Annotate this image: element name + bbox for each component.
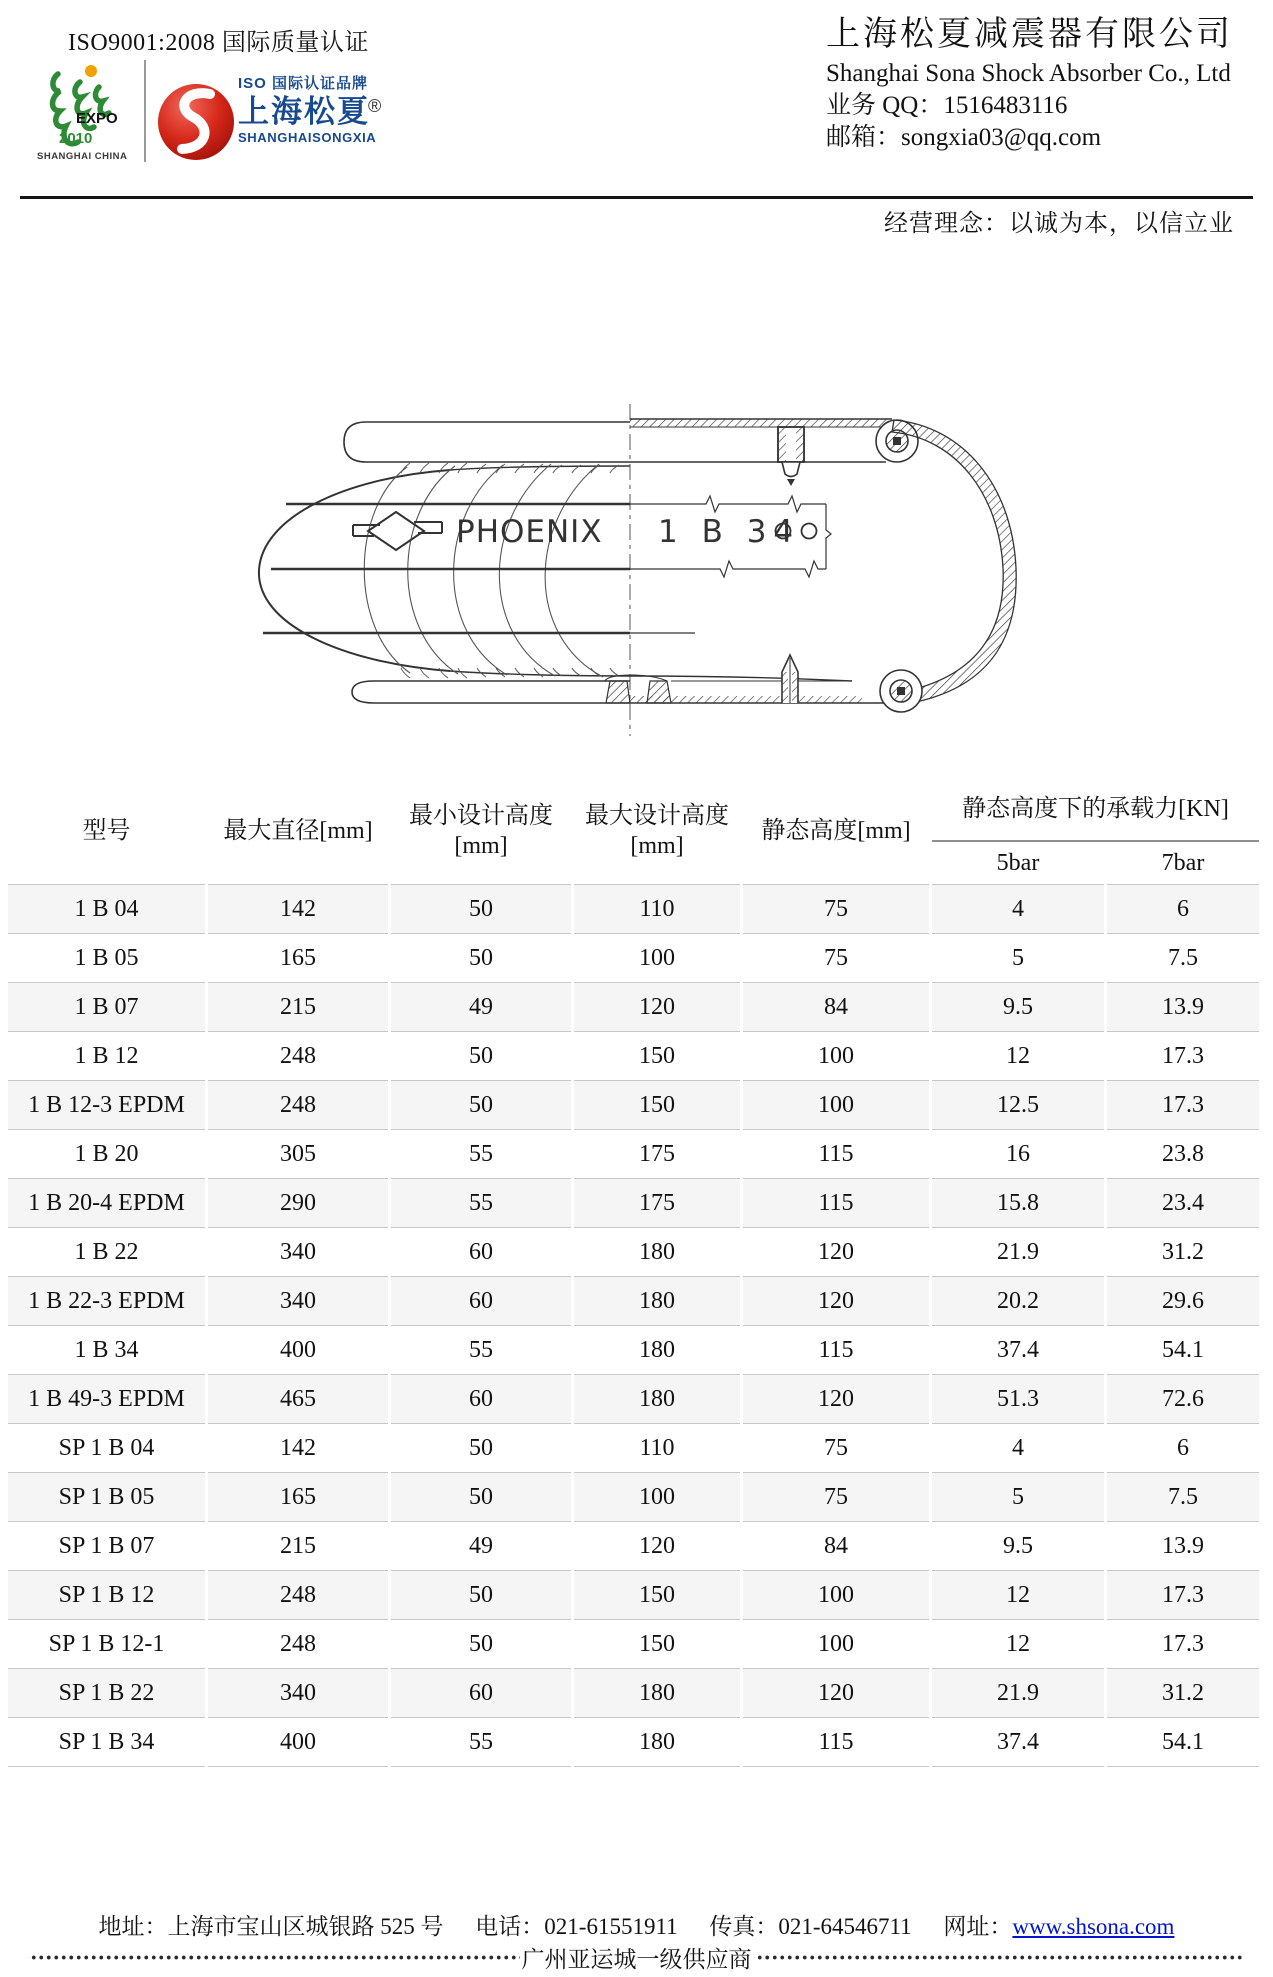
phoenix-diamond-icon <box>368 512 424 550</box>
model-cell: SP 1 B 05 <box>8 1472 205 1521</box>
spec-cell: 21.9 <box>932 1227 1104 1276</box>
spec-cell: 12 <box>932 1619 1104 1668</box>
expo-2010-logo <box>28 60 142 162</box>
spec-cell: 110 <box>574 1423 740 1472</box>
table-row <box>8 1521 1259 1570</box>
spec-cell: 180 <box>574 1668 740 1717</box>
spec-cell: 150 <box>574 1570 740 1619</box>
col-header-min-height-line1: 最小设计高度 <box>409 803 553 829</box>
table-row <box>8 1080 1259 1129</box>
spec-cell: 120 <box>743 1668 929 1717</box>
spec-cell: 165 <box>208 933 388 982</box>
spec-cell: 465 <box>208 1374 388 1423</box>
spec-cell: 31.2 <box>1107 1227 1259 1276</box>
dotted-rule-left <box>28 1954 520 1961</box>
col-header-min-height <box>391 778 571 884</box>
spec-table <box>5 778 1262 1767</box>
iso-certification-text: ISO9001:2008 国际质量认证 <box>68 30 369 56</box>
spec-table-body <box>8 884 1259 1767</box>
spec-cell: 60 <box>391 1227 571 1276</box>
col-header-static-height: 静态高度[mm] <box>761 818 911 844</box>
spec-cell: 23.8 <box>1107 1129 1259 1178</box>
spec-cell: 49 <box>391 1521 571 1570</box>
company-name-en: Shanghai Sona Shock Absorber Co., Ltd <box>826 60 1231 87</box>
col-header-model: 型号 <box>82 818 131 844</box>
bellows-outline <box>259 470 450 671</box>
spec-cell: 55 <box>391 1178 571 1227</box>
spec-cell: 9.5 <box>932 982 1104 1031</box>
spec-cell: 142 <box>208 884 388 933</box>
spec-cell: 50 <box>391 1472 571 1521</box>
spec-cell: 100 <box>743 1080 929 1129</box>
model-cell: SP 1 B 07 <box>8 1521 205 1570</box>
spec-cell: 60 <box>391 1668 571 1717</box>
spec-cell: 23.4 <box>1107 1178 1259 1227</box>
expo-dot-icon <box>85 65 97 77</box>
col-header-5bar: 5bar <box>996 850 1040 876</box>
spec-cell: 4 <box>932 1423 1104 1472</box>
spec-cell: 17.3 <box>1107 1080 1259 1129</box>
spec-cell: 248 <box>208 1031 388 1080</box>
table-row <box>8 1570 1259 1619</box>
top-fitting <box>778 427 804 486</box>
model-cell: 1 B 12-3 EPDM <box>8 1080 205 1129</box>
dotted-rule-right <box>754 1954 1246 1961</box>
spec-cell: 72.6 <box>1107 1374 1259 1423</box>
spec-cell: 17.3 <box>1107 1619 1259 1668</box>
spec-cell: 120 <box>743 1227 929 1276</box>
spec-cell: 180 <box>574 1374 740 1423</box>
songxia-logo-icon <box>157 83 235 161</box>
logo-divider <box>144 60 146 162</box>
spec-cell: 115 <box>743 1129 929 1178</box>
spec-cell: 305 <box>208 1129 388 1178</box>
model-cell: SP 1 B 12 <box>8 1570 205 1619</box>
spec-cell: 15.8 <box>932 1178 1104 1227</box>
base-plate <box>352 681 630 703</box>
spec-cell: 142 <box>208 1423 388 1472</box>
spec-cell: 248 <box>208 1080 388 1129</box>
model-text: 1 B 34 <box>658 514 801 550</box>
spec-cell: 400 <box>208 1717 388 1767</box>
spec-cell: 50 <box>391 933 571 982</box>
registered-trademark-icon: ® <box>368 96 382 116</box>
model-cell: 1 B 04 <box>8 884 205 933</box>
model-cell: 1 B 07 <box>8 982 205 1031</box>
table-row <box>8 1276 1259 1325</box>
spec-cell: 180 <box>574 1325 740 1374</box>
spec-cell: 150 <box>574 1031 740 1080</box>
spec-cell: 55 <box>391 1129 571 1178</box>
spec-cell: 60 <box>391 1374 571 1423</box>
spec-cell: 5 <box>932 933 1104 982</box>
spec-cell: 21.9 <box>932 1668 1104 1717</box>
spec-cell: 340 <box>208 1276 388 1325</box>
model-cell: SP 1 B 22 <box>8 1668 205 1717</box>
brand-tagline: ISO 国际认证品牌 <box>238 75 369 92</box>
spec-cell: 84 <box>743 1521 929 1570</box>
spec-cell: 75 <box>743 1423 929 1472</box>
spec-cell: 16 <box>932 1129 1104 1178</box>
model-cell: 1 B 22 <box>8 1227 205 1276</box>
brand-name-cn: 上海松夏 <box>238 94 370 129</box>
spec-cell: 165 <box>208 1472 388 1521</box>
spec-cell: 400 <box>208 1325 388 1374</box>
model-cell: 1 B 49-3 EPDM <box>8 1374 205 1423</box>
spec-cell: 7.5 <box>1107 933 1259 982</box>
spec-cell: 50 <box>391 1080 571 1129</box>
col-header-7bar: 7bar <box>1161 850 1205 876</box>
table-row <box>8 1129 1259 1178</box>
spec-cell: 215 <box>208 982 388 1031</box>
spec-cell: 37.4 <box>932 1717 1104 1767</box>
company-info-block <box>826 18 1233 150</box>
model-cell: 1 B 05 <box>8 933 205 982</box>
top-plate <box>344 422 630 462</box>
company-email-line: 邮箱：songxia03@qq.com <box>826 124 1102 151</box>
phoenix-label <box>353 512 817 550</box>
spec-cell: 13.9 <box>1107 982 1259 1031</box>
spec-cell: 5 <box>932 1472 1104 1521</box>
spec-cell: 50 <box>391 1423 571 1472</box>
spec-cell: 340 <box>208 1668 388 1717</box>
table-row <box>8 1227 1259 1276</box>
spec-cell: 100 <box>743 1031 929 1080</box>
spec-cell: 248 <box>208 1619 388 1668</box>
spec-cell: 50 <box>391 1619 571 1668</box>
model-cell: SP 1 B 12-1 <box>8 1619 205 1668</box>
spec-cell: 120 <box>743 1276 929 1325</box>
label-hole-icon <box>802 524 817 539</box>
spec-cell: 75 <box>743 933 929 982</box>
col-header-max-diameter: 最大直径[mm] <box>223 818 373 844</box>
table-row <box>8 1619 1259 1668</box>
air-spring-drawing <box>150 400 1100 740</box>
spec-cell: 20.2 <box>932 1276 1104 1325</box>
col-header-max-height-line1: 最大设计高度 <box>585 803 729 829</box>
footer-web-label: 网址： <box>943 1914 1013 1939</box>
spec-cell: 84 <box>743 982 929 1031</box>
spec-cell: 115 <box>743 1717 929 1767</box>
phoenix-brand-text: PHOENIX <box>456 514 603 550</box>
spec-cell: 50 <box>391 1570 571 1619</box>
spec-cell: 49 <box>391 982 571 1031</box>
model-cell: 1 B 20-4 EPDM <box>8 1178 205 1227</box>
table-row <box>8 1472 1259 1521</box>
spec-cell: 248 <box>208 1570 388 1619</box>
spec-cell: 120 <box>574 982 740 1031</box>
spec-cell: 12 <box>932 1570 1104 1619</box>
col-header-min-height-line2: [mm] <box>454 833 508 859</box>
spec-cell: 180 <box>574 1227 740 1276</box>
spec-cell: 100 <box>574 1472 740 1521</box>
supplier-banner-text: 广州亚运城一级供应商 <box>521 1947 752 1972</box>
company-motto: 经营理念：以诚为本，以信立业 <box>884 211 1234 237</box>
spec-cell: 110 <box>574 884 740 933</box>
expo-city: SHANGHAI CHINA <box>37 151 128 162</box>
table-row <box>8 1178 1259 1227</box>
spec-cell: 180 <box>574 1276 740 1325</box>
spec-cell: 13.9 <box>1107 1521 1259 1570</box>
spec-cell: 215 <box>208 1521 388 1570</box>
table-row <box>8 1423 1259 1472</box>
table-row <box>8 1374 1259 1423</box>
spec-cell: 12 <box>932 1031 1104 1080</box>
spec-cell: 31.2 <box>1107 1668 1259 1717</box>
spec-cell: 150 <box>574 1080 740 1129</box>
table-row <box>8 1717 1259 1767</box>
spec-cell: 50 <box>391 884 571 933</box>
spec-cell: 100 <box>574 933 740 982</box>
bottom-stud <box>782 655 798 703</box>
expo-word: EXPO <box>76 110 118 127</box>
brand-text-block <box>238 72 458 145</box>
col-header-max-height-line2: [mm] <box>630 833 684 859</box>
model-cell: SP 1 B 34 <box>8 1717 205 1767</box>
footer-contact-line <box>0 1908 1273 1941</box>
spec-cell: 17.3 <box>1107 1570 1259 1619</box>
model-cell: 1 B 20 <box>8 1129 205 1178</box>
col-header-max-height <box>574 778 740 884</box>
model-cell: 1 B 12 <box>8 1031 205 1080</box>
spec-cell: 120 <box>574 1521 740 1570</box>
spec-cell: 150 <box>574 1619 740 1668</box>
header-rule <box>20 196 1253 199</box>
spec-cell: 120 <box>743 1374 929 1423</box>
spec-cell: 6 <box>1107 884 1259 933</box>
spec-cell: 75 <box>743 884 929 933</box>
spec-cell: 75 <box>743 1472 929 1521</box>
spec-cell: 37.4 <box>932 1325 1104 1374</box>
spec-cell: 175 <box>574 1178 740 1227</box>
spec-cell: 100 <box>743 1619 929 1668</box>
model-cell: 1 B 22-3 EPDM <box>8 1276 205 1325</box>
bottom-bead-scroll <box>880 670 922 712</box>
spec-cell: 55 <box>391 1325 571 1374</box>
spec-cell: 17.3 <box>1107 1031 1259 1080</box>
footer-address: 地址：上海市宝山区城银路 525 号 <box>98 1914 444 1939</box>
footer-web-segment <box>943 1914 1174 1939</box>
footer-fax: 传真：021-64546711 <box>709 1914 912 1939</box>
table-row <box>8 1668 1259 1717</box>
spec-cell: 12.5 <box>932 1080 1104 1129</box>
spec-cell: 290 <box>208 1178 388 1227</box>
spec-cell: 6 <box>1107 1423 1259 1472</box>
spec-cell: 7.5 <box>1107 1472 1259 1521</box>
table-row <box>8 884 1259 933</box>
supplier-banner <box>28 1941 1245 1974</box>
spec-cell: 340 <box>208 1227 388 1276</box>
expo-year: 2010 <box>59 130 93 147</box>
spec-cell: 55 <box>391 1717 571 1767</box>
model-cell: 1 B 34 <box>8 1325 205 1374</box>
spec-cell: 54.1 <box>1107 1717 1259 1767</box>
section-wall <box>892 420 1016 702</box>
brand-name-en: SHANGHAISONGXIA <box>238 130 377 145</box>
spec-cell: 60 <box>391 1276 571 1325</box>
spec-cell: 175 <box>574 1129 740 1178</box>
model-cell: SP 1 B 04 <box>8 1423 205 1472</box>
spec-cell: 115 <box>743 1325 929 1374</box>
table-row <box>8 1325 1259 1374</box>
spec-cell: 51.3 <box>932 1374 1104 1423</box>
website-link[interactable]: www.shsona.com <box>1012 1914 1175 1939</box>
table-row <box>8 1031 1259 1080</box>
spec-cell: 4 <box>932 884 1104 933</box>
col-header-load-group: 静态高度下的承载力[KN] <box>932 778 1259 842</box>
footer-phone: 电话：021-61551911 <box>475 1914 678 1939</box>
spec-cell: 115 <box>743 1178 929 1227</box>
contour-lines <box>364 464 603 677</box>
table-row <box>8 933 1259 982</box>
spec-cell: 50 <box>391 1031 571 1080</box>
company-name-cn: 上海松夏减震器有限公司 <box>826 16 1233 53</box>
spec-cell: 29.6 <box>1107 1276 1259 1325</box>
spec-cell: 180 <box>574 1717 740 1767</box>
company-qq-line: 业务 QQ：1516483116 <box>826 92 1068 119</box>
spec-cell: 9.5 <box>932 1521 1104 1570</box>
spec-cell: 100 <box>743 1570 929 1619</box>
spec-cell: 54.1 <box>1107 1325 1259 1374</box>
table-row <box>8 982 1259 1031</box>
